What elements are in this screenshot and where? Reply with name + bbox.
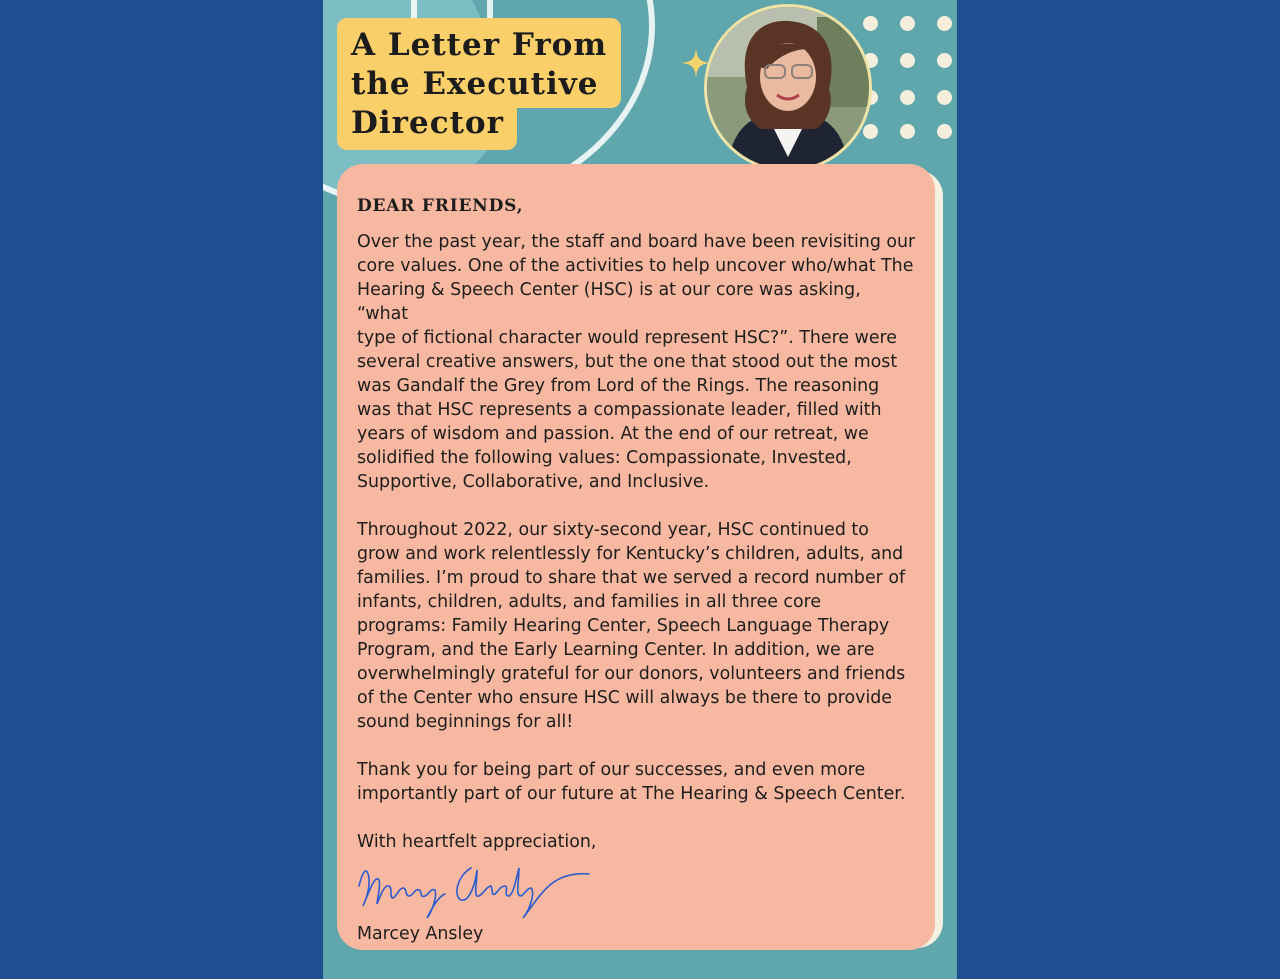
page-title <box>351 26 641 143</box>
title-line-2: the Executive <box>351 66 599 102</box>
title-line-1: A Letter From <box>351 27 608 63</box>
letter-paragraph-3: Thank you for being part of our successes, and even more importantly part of our future at The Hearing & Speech Center. <box>357 760 906 804</box>
letter-closing: With heartfelt appreciation, <box>357 832 597 852</box>
letter-page <box>323 0 957 979</box>
signature-icon <box>353 856 593 920</box>
letter-paragraph-2: Throughout 2022, our sixty-second year, HSC continued to grow and work relentlessly for Kentucky’s children, adults, and families. I’m proud to share that we served a record number of infants, children, adults, and families in all three core programs: Family Hearing Center, Speech Language Therapy Program, and the Early Learning Center. In addition, we are overwhelmingly grateful for our donors, volunteers and friends of the Center who ensure HSC will always be there to provide sound beginnings for all! <box>357 520 906 732</box>
dot-pattern <box>863 16 957 146</box>
letter-greeting: DEAR FRIENDS, <box>357 196 524 216</box>
director-portrait <box>704 4 872 172</box>
title-line-3: Director <box>351 105 504 141</box>
letter-paragraph-1: Over the past year, the staff and board have been revisiting our core values. One of the activities to help uncover who/what The Hearing & Speech Center (HSC) is at our core was asking, “what type of fictional character would represent HSC?”. There were several creative answers, but the one that stood out the most was Gandalf the Grey from Lord of the Rings. The reasoning was that HSC represents a compassionate leader, filled with years of wisdom and passion. At the end of our retreat, we solidified the following values: Compassionate, Invested, Supportive, Collaborative, and Inclusive. <box>357 232 916 492</box>
letter-card <box>337 164 935 950</box>
signer-name: Marcey Ansley <box>357 924 484 944</box>
portrait-photo-icon <box>707 7 869 169</box>
